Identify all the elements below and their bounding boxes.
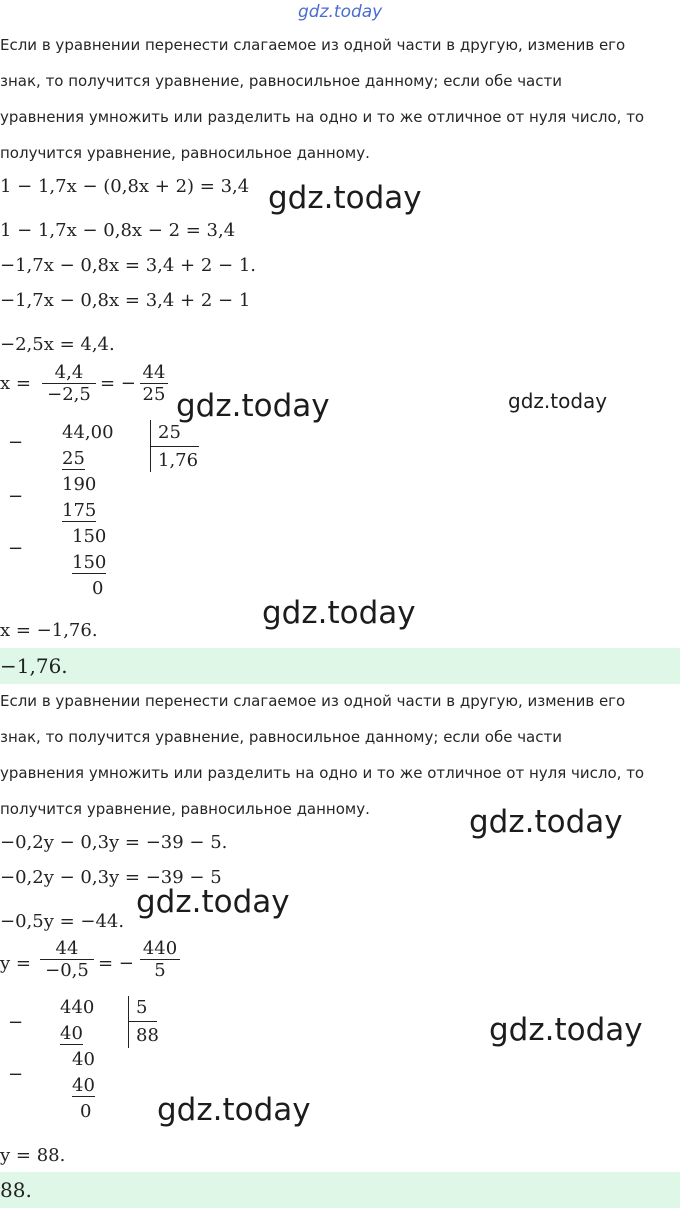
theory-line-2: знак, то получится уравнение, равносильное данному; если обе части [0, 72, 562, 90]
fraction-denominator: 5 [140, 959, 180, 981]
fraction-equals: = − [98, 953, 134, 974]
fraction-denominator: −0,5 [40, 959, 94, 981]
fraction-lhs: y = [0, 953, 31, 974]
equation-step: −1,7x − 0,8x = 3,4 + 2 − 1 [0, 290, 251, 311]
watermark: gdz.today [136, 884, 290, 920]
division-dividend: 440 [60, 997, 95, 1018]
division-minus: − [8, 1064, 24, 1085]
fraction [140, 362, 168, 405]
watermark: gdz.today [176, 388, 330, 424]
fraction [40, 938, 94, 981]
watermark: gdz.today [268, 180, 422, 216]
fraction [140, 938, 180, 981]
fraction-numerator: 44 [142, 362, 166, 383]
division-dividend: 44,00 [62, 422, 114, 443]
fraction-lhs: x = [0, 373, 31, 394]
answer-value: −1,76. [0, 654, 68, 678]
fraction-denominator: 25 [140, 383, 168, 405]
watermark-top: gdz.today [298, 2, 383, 22]
equation-result: x = −1,76. [0, 620, 98, 641]
equation-step: −1,7x − 0,8x = 3,4 + 2 − 1. [0, 255, 256, 276]
division-row: 40 [72, 1075, 95, 1096]
division-row: 175 [62, 500, 97, 521]
division-row: 25 [62, 448, 85, 469]
division-row: 190 [62, 474, 97, 495]
theory-line-1: Если в уравнении перенести слагаемое из одной части в другую, изменив его [0, 36, 626, 54]
theory-line-1: Если в уравнении перенести слагаемое из одной части в другую, изменив его [0, 692, 626, 710]
fraction-denominator: −2,5 [42, 383, 96, 405]
watermark: gdz.today [262, 595, 416, 631]
theory-line-4: получится уравнение, равносильное данному. [0, 144, 370, 162]
answer-value: 88. [0, 1178, 32, 1202]
division-minus: − [8, 432, 24, 453]
equation-step: −0,2y − 0,3y = −39 − 5 [0, 867, 222, 888]
watermark: gdz.today [508, 389, 608, 413]
division-minus: − [8, 1012, 24, 1033]
fraction [42, 362, 96, 405]
theory-line-3: уравнения умножить или разделить на одно и то же отличное от нуля число, то [0, 764, 645, 782]
division-minus: − [8, 486, 24, 507]
equation-result: y = 88. [0, 1145, 66, 1166]
division-row: 150 [72, 526, 107, 547]
equation-step: −2,5x = 4,4. [0, 334, 115, 355]
equation-step: −0,2y − 0,3y = −39 − 5. [0, 832, 228, 853]
equation-step: 1 − 1,7x − 0,8x − 2 = 3,4 [0, 220, 236, 241]
division-quotient: 1,76 [158, 450, 199, 471]
equation-step: −0,5y = −44. [0, 911, 125, 932]
division-quotient: 88 [136, 1025, 159, 1046]
theory-line-2: знак, то получится уравнение, равносильное данному; если обе части [0, 728, 562, 746]
division-bar [128, 996, 129, 1048]
division-row: 0 [92, 578, 104, 599]
division-divisor: 25 [158, 422, 181, 443]
fraction-numerator: 440 [142, 938, 178, 959]
division-minus: − [8, 538, 24, 559]
division-row: 40 [60, 1023, 83, 1044]
division-row: 150 [72, 552, 107, 573]
fraction-equals: = − [100, 373, 136, 394]
watermark: gdz.today [489, 1012, 643, 1048]
division-divisor: 5 [136, 997, 148, 1018]
watermark: gdz.today [157, 1092, 311, 1128]
division-row: 0 [80, 1101, 92, 1122]
theory-line-3: уравнения умножить или разделить на одно и то же отличное от нуля число, то [0, 108, 645, 126]
division-row: 40 [72, 1049, 95, 1070]
equation-step: 1 − 1,7x − (0,8x + 2) = 3,4 [0, 176, 250, 197]
answer-band [0, 1172, 680, 1208]
fraction-numerator: 4,4 [54, 362, 84, 383]
fraction-numerator: 44 [55, 938, 79, 959]
division-divisor-line [129, 1021, 157, 1022]
theory-line-4: получится уравнение, равносильное данному. [0, 800, 370, 818]
watermark: gdz.today [469, 804, 623, 840]
answer-band [0, 648, 680, 684]
division-divisor-line [151, 446, 199, 447]
